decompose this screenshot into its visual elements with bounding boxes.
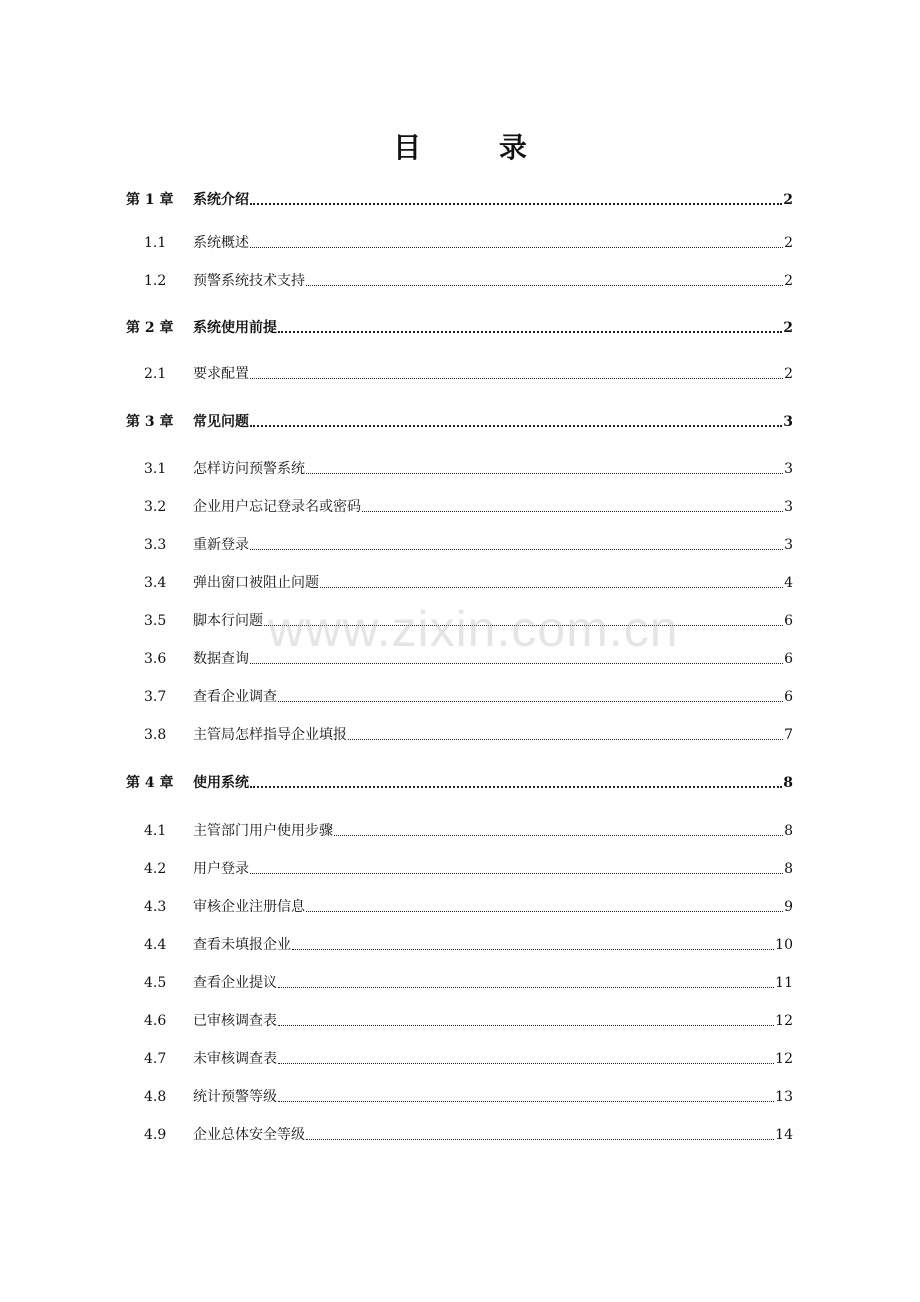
toc-entry-page-number: 3 (783, 414, 793, 430)
toc-chapter-row[interactable] (126, 190, 793, 210)
toc-section-row[interactable] (126, 497, 793, 517)
toc-entry-label: 查看企业提议 (193, 975, 277, 991)
toc-entry-label: 未审核调查表 (193, 1051, 277, 1067)
toc-dot-leader (250, 663, 783, 664)
toc-entry-page-number: 2 (784, 273, 793, 289)
toc-entry-label: 重新登录 (193, 537, 249, 553)
toc-entry-label: 数据查询 (193, 651, 249, 667)
toc-dot-leader (278, 1063, 774, 1064)
toc-entry-page-number: 3 (784, 461, 793, 477)
toc-dot-leader (306, 911, 783, 912)
toc-entry-number: 1.2 (144, 273, 167, 289)
toc-entry-number: 4.6 (144, 1013, 167, 1029)
toc-dot-leader (306, 473, 783, 474)
toc-section-row[interactable] (126, 271, 793, 291)
toc-entry-page-number: 10 (775, 937, 793, 953)
toc-section-row[interactable] (126, 1011, 793, 1031)
watermark: www.zixin.com.cn (268, 601, 679, 657)
toc-dot-leader (250, 203, 782, 205)
toc-entry-page-number: 7 (784, 727, 793, 743)
toc-entry-number: 第 4 章 (126, 775, 174, 791)
toc-section-row[interactable] (126, 897, 793, 917)
toc-entry-number: 4.7 (144, 1051, 167, 1067)
toc-entry-page-number: 2 (783, 192, 793, 208)
toc-entry-page-number: 3 (784, 499, 793, 515)
toc-section-row[interactable] (126, 821, 793, 841)
toc-entry-label: 预警系统技术支持 (193, 273, 305, 289)
toc-dot-leader (250, 425, 782, 427)
toc-dot-leader (278, 1101, 774, 1102)
toc-entry-page-number: 12 (775, 1051, 793, 1067)
toc-entry-page-number: 3 (784, 537, 793, 553)
toc-title: 目 录 (393, 131, 561, 164)
toc-entry-page-number: 11 (775, 975, 793, 991)
toc-section-row[interactable] (126, 973, 793, 993)
toc-dot-leader (334, 835, 783, 836)
toc-entry-page-number: 9 (784, 899, 793, 915)
toc-dot-leader (278, 331, 782, 333)
toc-entry-page-number: 2 (784, 235, 793, 251)
toc-section-row[interactable] (126, 725, 793, 745)
toc-chapter-row[interactable] (126, 318, 793, 338)
toc-section-row[interactable] (126, 611, 793, 631)
toc-entry-number: 3.2 (144, 499, 167, 515)
toc-section-row[interactable] (126, 859, 793, 879)
toc-entry-page-number: 8 (784, 823, 793, 839)
toc-entry-label: 审核企业注册信息 (193, 899, 305, 915)
toc-entry-page-number: 8 (784, 861, 793, 877)
toc-entry-label: 查看未填报企业 (193, 937, 291, 953)
toc-entry-number: 3.6 (144, 651, 167, 667)
toc-entry-label: 系统使用前提 (193, 320, 277, 336)
toc-entry-label: 系统概述 (193, 235, 249, 251)
toc-entry-label: 弹出窗口被阻止问题 (193, 575, 319, 591)
toc-dot-leader (306, 1139, 774, 1140)
toc-entry-number: 2.1 (144, 366, 167, 382)
toc-section-row[interactable] (126, 233, 793, 253)
toc-entry-page-number: 8 (783, 775, 793, 791)
toc-entry-number: 第 1 章 (126, 192, 174, 208)
toc-dot-leader (250, 378, 783, 379)
toc-dot-leader (250, 873, 783, 874)
toc-entry-page-number: 12 (775, 1013, 793, 1029)
toc-entry-label: 统计预警等级 (193, 1089, 277, 1105)
toc-dot-leader (278, 701, 783, 702)
toc-entry-number: 3.1 (144, 461, 167, 477)
toc-section-row[interactable] (126, 687, 793, 707)
toc-section-row[interactable] (126, 459, 793, 479)
toc-entry-label: 常见问题 (193, 414, 249, 430)
toc-entry-number: 3.5 (144, 613, 167, 629)
toc-section-row[interactable] (126, 1125, 793, 1145)
toc-entry-number: 4.9 (144, 1127, 167, 1143)
toc-entry-number: 4.2 (144, 861, 167, 877)
toc-dot-leader (250, 549, 783, 550)
toc-entry-number: 1.1 (144, 235, 167, 251)
toc-entry-label: 脚本行问题 (193, 613, 263, 629)
toc-entry-page-number: 6 (784, 613, 793, 629)
toc-entry-number: 4.8 (144, 1089, 167, 1105)
toc-dot-leader (306, 285, 783, 286)
toc-dot-leader (264, 625, 783, 626)
toc-entry-label: 要求配置 (193, 366, 249, 382)
toc-section-row[interactable] (126, 573, 793, 593)
toc-entry-label: 查看企业调查 (193, 689, 277, 705)
toc-entry-number: 3.7 (144, 689, 167, 705)
toc-entry-number: 第 2 章 (126, 320, 174, 336)
toc-entry-label: 已审核调查表 (193, 1013, 277, 1029)
toc-dot-leader (250, 786, 782, 788)
toc-entry-number: 第 3 章 (126, 414, 174, 430)
toc-entry-page-number: 2 (784, 366, 793, 382)
toc-dot-leader (292, 949, 774, 950)
toc-entry-page-number: 4 (784, 575, 793, 591)
toc-entry-page-number: 6 (784, 689, 793, 705)
toc-entry-page-number: 6 (784, 651, 793, 667)
toc-dot-leader (278, 987, 774, 988)
toc-entry-number: 4.5 (144, 975, 167, 991)
toc-entry-label: 使用系统 (193, 775, 249, 791)
toc-entry-label: 系统介绍 (193, 192, 249, 208)
toc-entry-page-number: 14 (775, 1127, 793, 1143)
toc-section-row[interactable] (126, 1049, 793, 1069)
toc-dot-leader (320, 587, 783, 588)
toc-entry-label: 用户登录 (193, 861, 249, 877)
toc-section-row[interactable] (126, 1087, 793, 1107)
toc-dot-leader (250, 247, 783, 248)
toc-chapter-row[interactable] (126, 412, 793, 432)
toc-dot-leader (362, 511, 783, 512)
toc-entry-page-number: 13 (775, 1089, 793, 1105)
toc-section-row[interactable] (126, 935, 793, 955)
toc-entry-number: 4.1 (144, 823, 167, 839)
toc-dot-leader (278, 1025, 774, 1026)
toc-entry-label: 主管局怎样指导企业填报 (193, 727, 347, 743)
toc-entry-label: 企业总体安全等级 (193, 1127, 305, 1143)
toc-entry-page-number: 2 (783, 320, 793, 336)
toc-entry-number: 3.8 (144, 727, 167, 743)
toc-entry-number: 4.4 (144, 937, 167, 953)
toc-section-row[interactable] (126, 649, 793, 669)
toc-section-row[interactable] (126, 364, 793, 384)
toc-entry-label: 企业用户忘记登录名或密码 (193, 499, 361, 515)
toc-section-row[interactable] (126, 535, 793, 555)
toc-entry-label: 主管部门用户使用步骤 (193, 823, 333, 839)
toc-dot-leader (348, 739, 783, 740)
toc-entry-number: 4.3 (144, 899, 167, 915)
toc-entry-number: 3.4 (144, 575, 167, 591)
toc-chapter-row[interactable] (126, 773, 793, 793)
toc-entry-number: 3.3 (144, 537, 167, 553)
toc-entry-label: 怎样访问预警系统 (193, 461, 305, 477)
